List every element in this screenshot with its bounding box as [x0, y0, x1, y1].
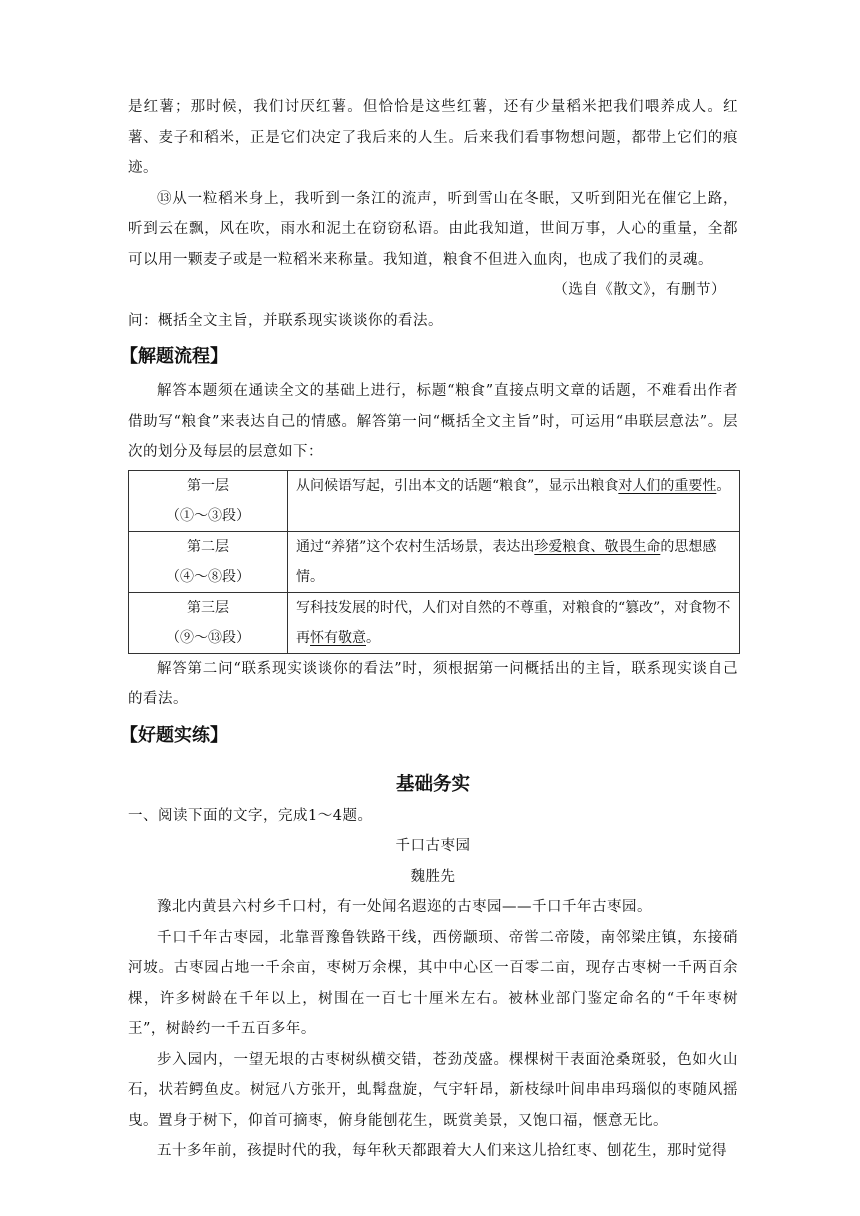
table-row	[129, 592, 740, 653]
section-heading-practice: 【好题实练】	[120, 724, 228, 746]
meaning-text-end: 。	[366, 629, 380, 646]
layer-name: 第二层	[187, 538, 229, 555]
meaning-underlined: 对人们的重要性	[618, 477, 717, 494]
layer-cell	[129, 531, 288, 592]
meaning-text-end: 的思想感情。	[296, 538, 717, 585]
meaning-text: 写科技发展的时代，人们对自然的不尊重，对粮食的“篡改”，对食物不再	[296, 599, 731, 646]
article-paragraph: 豫北内黄县六村乡千口村，有一处闻名遐迩的古枣园——千口千年古枣园。	[157, 899, 652, 915]
layer-range: （④～⑧段）	[166, 568, 250, 585]
meaning-text-end: 。	[716, 477, 731, 494]
question-text: 问：概括全文主旨，并联系现实谈谈你的看法。	[128, 312, 443, 329]
article-paragraph: 千口千年古枣园，北靠晋豫鲁铁路干线，西傍颛顼、帝喾二帝陵，南邻梁庄镇，东接硝河坡。古枣园占地一千余亩，枣树万余棵，其中中心区一百零二亩，现存古枣树一千两百余棵，许多树龄在千年以上，树围在一百七十厘米左右。被林业部门鉴定命名的“千年枣树王”，树龄约一千五百多年。	[128, 929, 738, 1037]
article-paragraph: 五十多年前，孩提时代的我，每年秋天都跟着大人们来这儿拾红枣、刨花生，那时觉得	[157, 1143, 727, 1159]
process-after: 解答第二问“联系现实谈谈你的看法”时，须根据第一问概括出的主旨，联系现实谈自己的看法。	[128, 660, 738, 707]
layer-meaning-cell	[288, 592, 740, 653]
layer-cell	[129, 592, 288, 653]
meaning-underlined: 珍爱粮食、敬畏生命	[534, 538, 661, 555]
article-paragraph: 步入园内，一望无垠的古枣树纵横交错，苍劲茂盛。棵棵树干表面沧桑斑驳，色如火山石，状若鳄鱼皮。树冠八方张开，虬髯盘旋，气宇轩昂，新枝绿叶间串串玛瑙似的枣随风摇曳。置身于树下，仰首可摘枣，俯身能刨花生，既赏美景，又饱口福，惬意无比。	[128, 1051, 738, 1129]
layer-range: （①～③段）	[166, 507, 250, 524]
article-author: 魏胜先	[410, 868, 456, 885]
layer-name: 第三层	[187, 599, 229, 616]
layer-meaning-cell	[288, 470, 740, 531]
subsection-title: 基础务实	[395, 773, 470, 795]
layer-table	[128, 470, 740, 654]
meaning-text: 通过“养猪”这个农村生活场景，表达出	[296, 538, 535, 555]
layer-range: （⑨～⑬段）	[166, 629, 250, 646]
passage-source: （选自《散文》，有删节）	[553, 282, 726, 298]
document-page	[120, 92, 738, 1167]
table-row	[129, 470, 740, 531]
process-intro: 解答本题须在通读全文的基础上进行，标题“粮食”直接点明文章的话题，不难看出作者借助写“粮食”来表达自己的情感。解答第一问“概括全文主旨”时，可运用“串联层意法”。层次的划分及每层的层意如下：	[128, 383, 738, 460]
section-heading-process: 【解题流程】	[120, 346, 228, 367]
table-row	[129, 531, 740, 592]
meaning-underlined: 怀有敬意	[310, 629, 366, 646]
passage-paragraph-12: 是红薯；那时候，我们讨厌红薯。但恰恰是这些红薯，还有少量稻米把我们喂养成人。红薯、麦子和稻米，正是它们决定了我后来的人生。后来我们看事物想问题，都带上它们的痕迹。	[128, 99, 738, 176]
instruction-text: 一、阅读下面的文字，完成1～4题。	[128, 807, 373, 824]
article-title: 千口古枣园	[395, 838, 471, 854]
layer-name: 第一层	[187, 477, 229, 494]
layer-cell	[129, 470, 288, 531]
passage-paragraph-13: ⑬从一粒稻米身上，我听到一条江的流声，听到雪山在冬眠，又听到阳光在催它上路，听到云在飘，风在吹，雨水和泥土在窃窃私语。由此我知道，世间万事，人心的重量，全都可以用一颗麦子或是一粒稻米来称量。我知道，粮食不但进入血肉，也成了我们的灵魂。	[128, 190, 738, 268]
layer-meaning-cell	[288, 531, 740, 592]
meaning-text: 从问候语写起，引出本文的话题“粮食”，显示出粮食	[296, 477, 619, 494]
